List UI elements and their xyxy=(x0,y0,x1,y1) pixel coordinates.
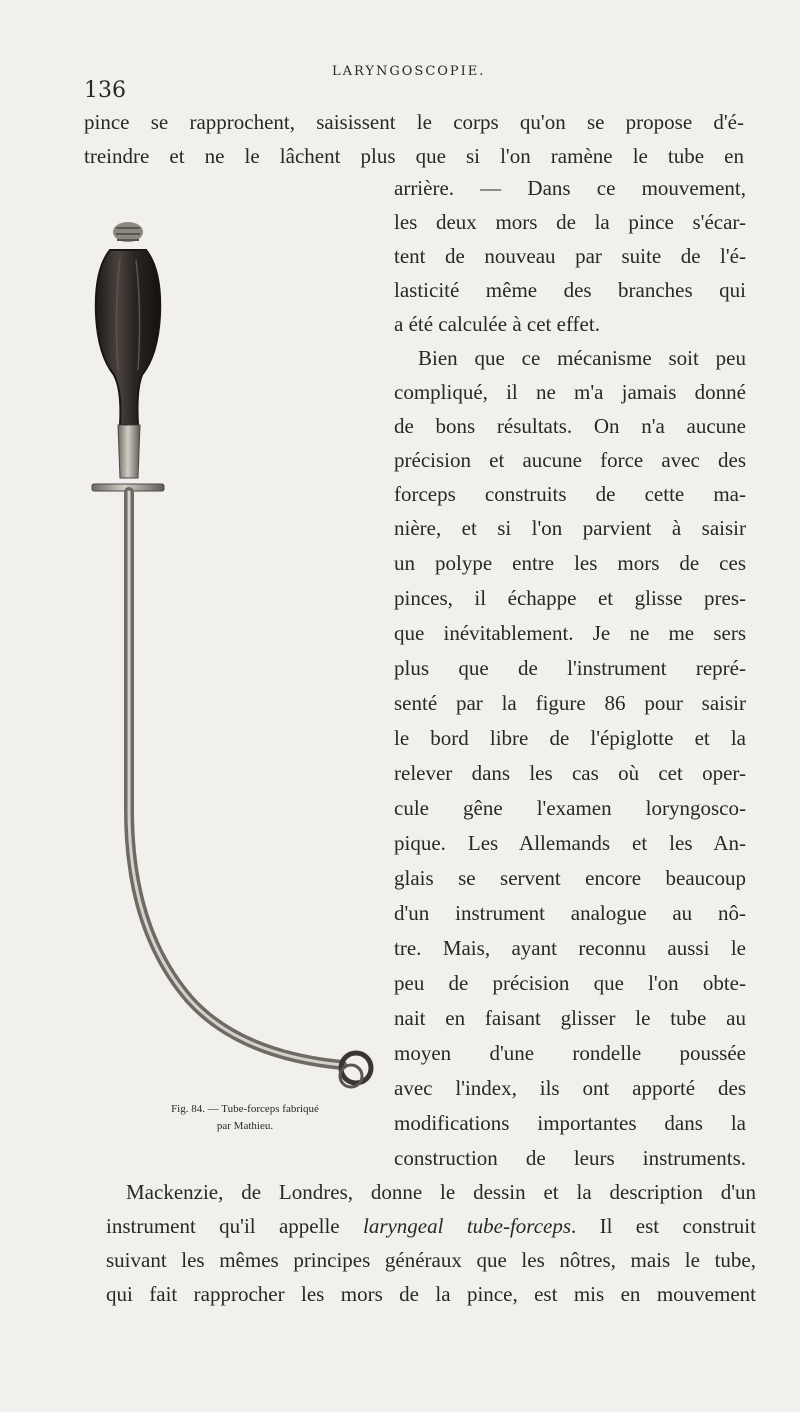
text-line: pique. Les Allemands et les An- xyxy=(394,831,746,855)
tube-shaft-icon xyxy=(129,492,342,1065)
text-line: construction de leurs instruments. xyxy=(394,1146,746,1170)
text-line: relever dans les cas où cet oper- xyxy=(394,761,746,785)
text-line: glais se servent encore beaucoup xyxy=(394,866,746,890)
text-line: treindre et ne le lâchent plus que si l'on ramène le tube en xyxy=(84,144,744,168)
page-number: 136 xyxy=(84,78,126,103)
text-line xyxy=(106,1216,756,1237)
text-line: avec l'index, ils ont apporté des xyxy=(394,1076,746,1100)
text-line: plus que de l'instrument repré- xyxy=(394,656,746,680)
handle-icon xyxy=(96,250,160,425)
text-segment: instrument qu'il appelle xyxy=(106,1214,363,1238)
text-line: a été calculée à cet effet. xyxy=(394,312,600,336)
tube-forceps-illustration xyxy=(80,210,400,1100)
caption-line: par Mathieu. xyxy=(216,1119,274,1132)
italic-term: laryngeal tube-forceps xyxy=(362,1214,572,1238)
text-line: peu de précision que l'on obte- xyxy=(394,971,746,995)
ferrule-icon xyxy=(118,425,140,478)
text-line: pinces, il échappe et glisse pres- xyxy=(394,586,746,610)
text-line: nière, et si l'on parvient à saisir xyxy=(394,516,746,540)
text-line: senté par la figure 86 pour saisir xyxy=(394,691,746,715)
text-line: tent de nouveau par suite de l'é- xyxy=(394,244,746,268)
text-line: nait en faisant glisser le tube au xyxy=(394,1006,746,1030)
text-line: lasticité même des branches qui xyxy=(394,278,746,302)
text-line: compliqué, il ne m'a jamais donné xyxy=(394,380,746,404)
figure-caption xyxy=(110,1101,380,1134)
text-line: tre. Mais, ayant reconnu aussi le xyxy=(394,936,746,960)
caption-line: Fig. 84. — Tube-forceps fabriqué xyxy=(171,1103,319,1115)
text-line: cule gêne l'examen loryngosco- xyxy=(394,796,746,820)
text-line: modifications importantes dans la xyxy=(394,1111,746,1135)
text-line: un polype entre les mors de ces xyxy=(394,551,746,575)
text-line: suivant les mêmes principes généraux que les nôtres, mais le tube, xyxy=(106,1248,756,1272)
text-line: les deux mors de la pince s'écar- xyxy=(394,210,746,234)
page-header xyxy=(84,62,744,102)
text-line: le bord libre de l'épiglotte et la xyxy=(394,726,746,750)
text-line: arrière. — Dans ce mouvement, xyxy=(394,176,746,200)
text-line: qui fait rapprocher les mors de la pince, est mis en mouvement xyxy=(106,1282,756,1306)
forceps-jaws-icon xyxy=(340,1053,371,1087)
text-line: que inévitablement. Je ne me sers xyxy=(394,621,746,645)
text-line: Bien que ce mécanisme soit peu xyxy=(418,346,746,370)
text-line: Mackenzie, de Londres, donne le dessin et la description d'un xyxy=(126,1180,756,1204)
text-line: d'un instrument analogue au nô- xyxy=(394,901,746,925)
handle-cap-icon xyxy=(113,222,143,242)
text-line: pince se rapprochent, saisissent le corps qu'on se propose d'é- xyxy=(84,110,744,134)
text-segment: . Il est construit xyxy=(571,1214,756,1238)
text-line: précision et aucune force avec des xyxy=(394,448,746,472)
text-line: forceps construits de cette ma- xyxy=(394,482,746,506)
text-line: de bons résultats. On n'a aucune xyxy=(394,414,746,438)
running-title: LARYNGOSCOPIE. xyxy=(332,64,486,79)
text-line: moyen d'une rondelle poussée xyxy=(394,1041,746,1065)
